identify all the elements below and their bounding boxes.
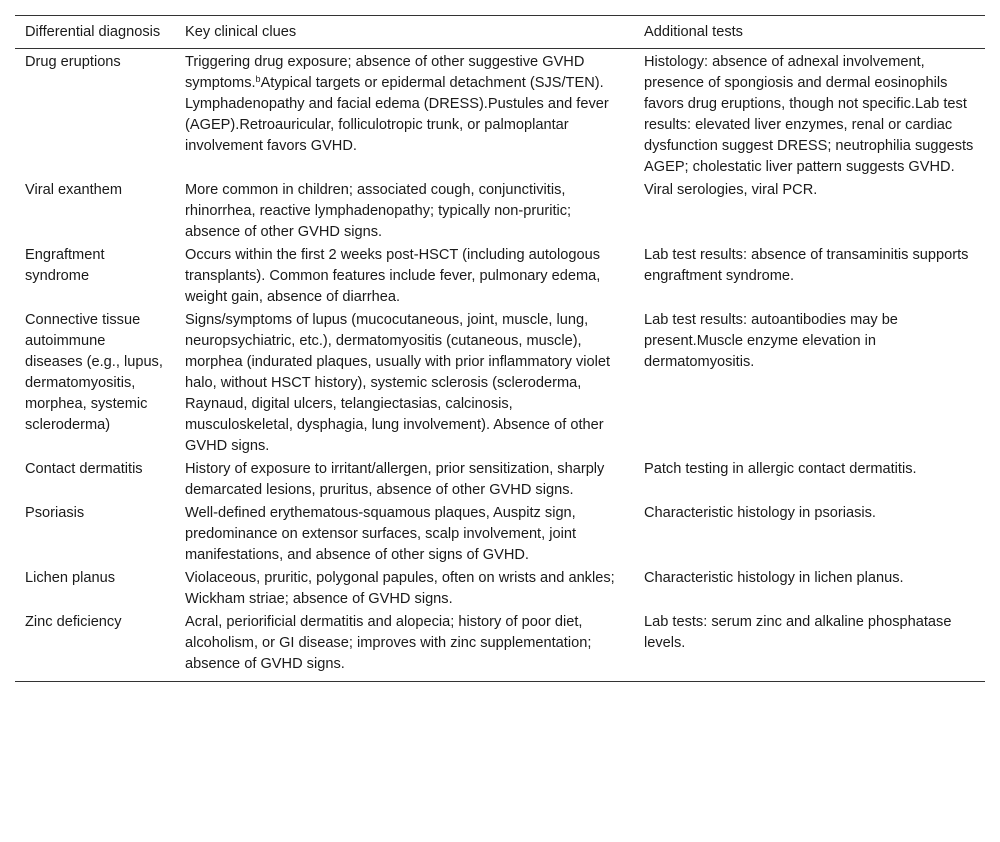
table-row [15,611,985,682]
row-additional-tests: Patch testing in allergic contact dermatitis. [644,461,917,477]
row-diagnosis: Viral exanthem [25,182,123,198]
row-diagnosis: Zinc deficiency [25,614,122,630]
row-additional-tests: Lab tests: serum zinc and alkaline phosphatase levels. [644,614,952,651]
table-body [15,49,985,682]
table-row [15,567,985,611]
row-clinical-clues: Acral, periorificial dermatitis and alopecia; history of poor diet, alcoholism, or GI disease; improves with zinc supplementation; absence of GVHD signs. [185,614,592,672]
row-diagnosis: Drug eruptions [25,54,121,70]
table-row [15,244,985,309]
row-additional-tests: Characteristic histology in psoriasis. [644,505,876,521]
header-differential-diagnosis: Differential diagnosis [25,24,161,40]
row-diagnosis: Engraftment syndrome [25,247,105,284]
clues-text-part-1: Triggering drug exposure; absence of other suggestive GVHD symptoms. [185,54,585,91]
row-additional-tests: Histology: absence of adnexal involvement, presence of spongiosis and dermal eosinophils favors drug eruptions, though not specific.Lab test results: elevated liver enzymes, renal or cardiac dysfunction suggest DRESS; neutrophilia suggests AGEP; cholestatic liver pattern suggests GVHD. [644,54,974,175]
row-diagnosis: Lichen planus [25,570,116,586]
table-row [15,502,985,567]
clues-text-part-2: Atypical targets or epidermal detachment (SJS/TEN). Lymphadenopathy and facial edema (DRESS).Pustules and fever (AGEP).Retroauricular, folliculotropic trunk, or palmoplantar involvement favors GVHD. [185,75,609,154]
table-row [15,49,985,180]
table-row [15,458,985,502]
row-clinical-clues: History of exposure to irritant/allergen, prior sensitization, sharply demarcated lesions, pruritus, absence of other GVHD signs. [185,461,605,498]
row-clinical-clues: Well-defined erythematous-squamous plaques, Auspitz sign, predominance on extensor surfaces, scalp involvement, joint manifestations, and absence of other signs of GVHD. [185,505,576,563]
differential-diagnosis-table [15,15,985,682]
table-header [15,16,985,49]
row-clinical-clues: Signs/symptoms of lupus (mucocutaneous, joint, muscle, lung, neuropsychiatric, etc.), dermatomyositis (cutaneous, muscle), morphea (indurated plaques, usually with prior inflammatory violet halo, without HSCT history), systemic sclerosis (scleroderma, Raynaud, digital ulcers, telangiectasias, calcinosis, musculoskeletal, dysphagia, lung involvement). Absence of other GVHD signs. [185,312,611,454]
differential-diagnosis-table-container [15,15,985,682]
row-additional-tests: Characteristic histology in lichen planus. [644,570,904,586]
row-clinical-clues [175,49,634,180]
row-clinical-clues: Occurs within the first 2 weeks post-HSCT (including autologous transplants). Common features include fever, pulmonary edema, weight gain, absence of diarrhea. [185,247,601,305]
row-diagnosis: Connective tissue autoimmune diseases (e.g., lupus, dermatomyositis, morphea, systemic scleroderma) [25,312,163,433]
row-clinical-clues: More common in children; associated cough, conjunctivitis, rhinorrhea, reactive lymphadenopathy; typically non-pruritic; absence of other GVHD signs. [185,182,572,240]
row-diagnosis: Psoriasis [25,505,85,521]
row-clinical-clues: Violaceous, pruritic, polygonal papules, often on wrists and ankles; Wickham striae; absence of GVHD signs. [185,570,615,607]
header-additional-tests: Additional tests [644,24,743,40]
row-additional-tests: Lab test results: absence of transaminitis supports engraftment syndrome. [644,247,969,284]
header-row [15,16,985,49]
row-diagnosis: Contact dermatitis [25,461,143,477]
table-row [15,309,985,458]
table-row [15,179,985,244]
row-additional-tests: Lab test results: autoantibodies may be present.Muscle enzyme elevation in dermatomyositis. [644,312,898,370]
footnote-marker: b [255,74,261,84]
row-additional-tests: Viral serologies, viral PCR. [644,182,818,198]
header-key-clinical-clues: Key clinical clues [185,24,297,40]
